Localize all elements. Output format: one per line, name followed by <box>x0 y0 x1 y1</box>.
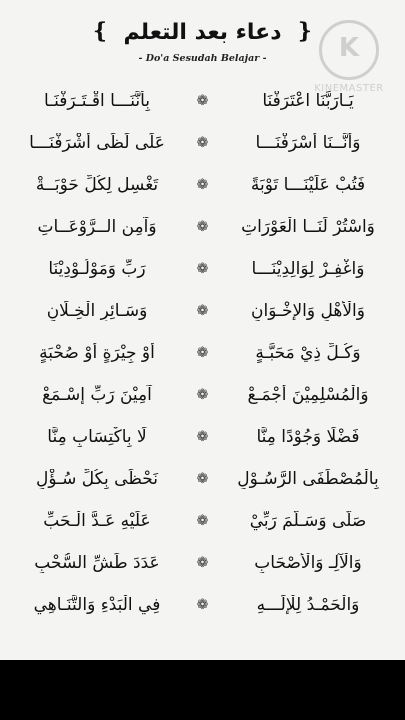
flower-separator-icon: ❁ <box>196 135 209 151</box>
verse-second-half: بِأَنَّنَـــا اقْـتَـرَفْنَـا <box>43 91 151 111</box>
flower-separator-icon: ❁ <box>196 177 209 193</box>
verse-second-half: لَا بِاكْتِسَابٍ مِنَّا <box>47 427 147 447</box>
verse-first-half: وَأَنَّــنَا أَسْرَفْنَـــا <box>255 133 361 153</box>
watermark-logo-icon <box>319 20 379 80</box>
verse-line <box>18 542 387 584</box>
verse-first-half: صَلَّى وَسَـلَّمَ رَبِّيْ <box>249 511 367 531</box>
verse-line <box>18 206 387 248</box>
flower-separator-icon: ❁ <box>196 303 209 319</box>
flower-separator-icon: ❁ <box>196 513 209 529</box>
verse-line <box>18 248 387 290</box>
verse-first-half: وَاسْتُرْ لَنَــا الْعَوْرَاتِ <box>241 217 375 237</box>
verse-second-half: عَلَيْهِ عَـدَّ الْـحَبِّ <box>43 511 151 531</box>
verse-first-half: يَـارَبَّنَا اعْتَرَفْنَا <box>262 91 354 111</box>
verse-line <box>18 500 387 542</box>
verse-second-half: عَلَى لَظَى أَشْرَفْنَـــا <box>29 133 165 153</box>
verse-line <box>18 164 387 206</box>
watermark-text: KINEMASTER <box>314 83 384 94</box>
verse-second-half: عَدَدَ طَشِّ السُّحْبِ <box>34 553 160 573</box>
verse-line <box>18 458 387 500</box>
verse-second-half: رَبِّ وَمَوْلُـوْدِيْنَا <box>48 259 146 279</box>
flower-separator-icon: ❁ <box>196 261 209 277</box>
flower-separator-icon: ❁ <box>196 219 209 235</box>
poem <box>18 80 387 626</box>
verse-line <box>18 332 387 374</box>
verse-line <box>18 584 387 626</box>
verse-second-half: نَحْظَى بِكُلِّ سُـؤْلِ <box>36 469 158 489</box>
flower-separator-icon: ❁ <box>196 429 209 445</box>
page-subtitle: - Do'a Sesudah Belajar - <box>138 53 267 64</box>
ornament-bracket-icon: ❵ <box>295 19 314 44</box>
verse-line <box>18 80 387 122</box>
watermark-logo-letter: K <box>338 33 360 63</box>
ornament-bracket-icon: ❴ <box>91 19 110 44</box>
verse-first-half: وَالْمُسْلِمِيْنَ أَجْمَـعْ <box>247 385 369 405</box>
verse-second-half: تَغْسِل لِكُلِّ حَوْبَــةْ <box>35 175 159 195</box>
page-title: دعاء بعد التعلم <box>123 19 282 45</box>
verse-line <box>18 416 387 458</box>
verse-first-half: فَضْلًا وَجُوْدًا مِنَّا <box>256 427 360 447</box>
verse-first-half: وَاغْفِـرْ لِوَالِدِيْنَـــا <box>251 259 365 279</box>
verse-first-half: بِالْمُصْطَفَى الرَّسُـوْلِ <box>237 469 379 489</box>
verse-first-half: وَالْحَمْـدُ لِلْإِلَـــهِ <box>256 595 360 615</box>
verse-line <box>18 374 387 416</box>
verse-second-half: فِي الْبَدْءِ وَالتَّنَـاهِي <box>33 595 161 615</box>
verse-second-half: أَوْ جِيْرَةٍ أَوْ صُحْبَةٍ <box>39 343 155 363</box>
flower-separator-icon: ❁ <box>196 597 209 613</box>
flower-separator-icon: ❁ <box>196 345 209 361</box>
flower-separator-icon: ❁ <box>196 93 209 109</box>
verse-first-half: فَتُبْ عَلَيْنَـــا تَوْبَةً <box>250 175 366 195</box>
verse-line <box>18 122 387 164</box>
flower-separator-icon: ❁ <box>196 555 209 571</box>
verse-first-half: وَكُـلِّ ذِيْ مَحَبَّـةٍ <box>255 343 361 363</box>
verse-first-half: وَالْآلِـ وَالْأَصْحَابِ <box>254 553 362 573</box>
flower-separator-icon: ❁ <box>196 387 209 403</box>
verse-line <box>18 290 387 332</box>
flower-separator-icon: ❁ <box>196 471 209 487</box>
verse-second-half: وَسَـائِرِ الْخِـلَانِ <box>46 301 148 321</box>
verse-second-half: آمِيْنَ رَبِّ إِسْـمَعْ <box>42 385 152 405</box>
verse-first-half: وَالْأَهْلِ وَالإِخْـوَانِ <box>251 301 365 321</box>
verse-second-half: وَآمِنِ الــرَّوْعَــاتِ <box>37 217 157 237</box>
